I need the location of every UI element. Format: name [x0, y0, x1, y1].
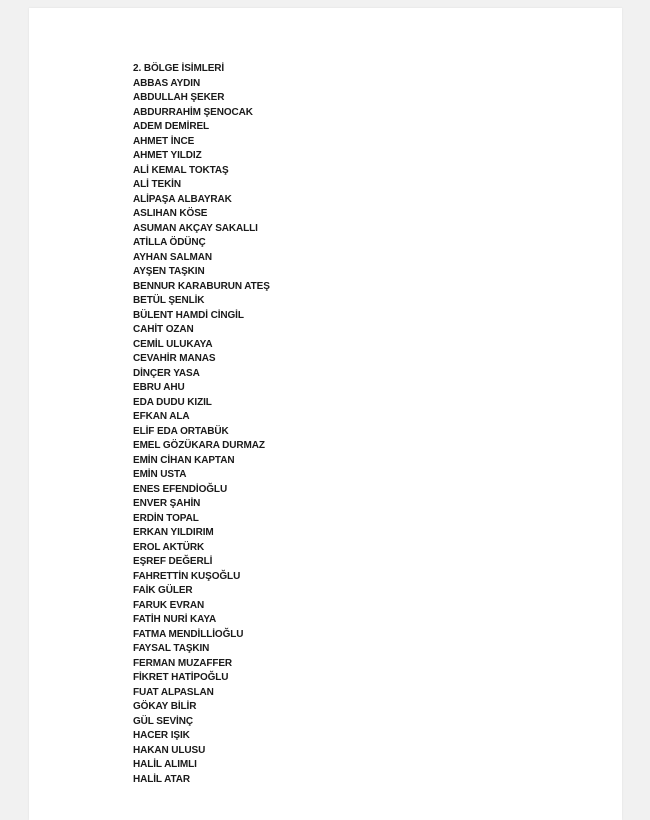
list-item: CAHİT OZAN [133, 324, 194, 335]
list-item: DİNÇER YASA [133, 367, 200, 379]
list-item: GÖKAY BİLİR [133, 701, 197, 712]
list-item: ALİPAŞA ALBAYRAK [133, 193, 232, 205]
list-item: EROL AKTÜRK [133, 541, 205, 553]
list-item: AYŞEN TAŞKIN [133, 266, 205, 277]
list-item: AYHAN SALMAN [133, 251, 212, 263]
name-list [133, 62, 270, 787]
list-item: EMİN USTA [133, 469, 187, 480]
list-item: ALİ KEMAL TOKTAŞ [133, 164, 229, 176]
list-item: AHMET YILDIZ [133, 150, 202, 161]
list-item: FERMAN MUZAFFER [133, 657, 233, 669]
list-item: ABDULLAH ŞEKER [133, 92, 225, 103]
list-item: FAİK GÜLER [133, 585, 193, 596]
list-item: FATMA MENDİLLİOĞLU [133, 628, 244, 640]
list-item: EDA DUDU KIZIL [133, 396, 212, 408]
list-item: ALİ TEKİN [133, 179, 181, 190]
list-item: CEVAHİR MANAS [133, 353, 216, 364]
list-heading: 2. BÖLGE İSİMLERİ [133, 63, 225, 74]
list-item: ATİLLA ÖDÜNÇ [133, 237, 206, 248]
list-item: EBRU AHU [133, 382, 185, 393]
names-container [133, 77, 270, 788]
list-item: HACER IŞIK [133, 730, 190, 741]
list-item: ABBAS AYDIN [133, 77, 201, 89]
list-item: BENNUR KARABURUN ATEŞ [133, 280, 270, 292]
list-item: ASUMAN AKÇAY SAKALLI [133, 222, 258, 234]
list-item: EMEL GÖZÜKARA DURMAZ [133, 440, 265, 451]
list-item: ENES EFENDİOĞLU [133, 483, 228, 495]
list-item: ABDURRAHİM ŞENOCAK [133, 106, 253, 118]
list-item: FARUK EVRAN [133, 599, 205, 611]
document-page [29, 8, 622, 820]
list-item: EMİN CİHAN KAPTAN [133, 454, 235, 466]
list-item: ELİF EDA ORTABÜK [133, 425, 229, 437]
list-item: EŞREF DEĞERLİ [133, 556, 213, 567]
list-item: AHMET İNCE [133, 135, 195, 147]
list-item: ERKAN YILDIRIM [133, 527, 214, 538]
list-item: FAYSAL TAŞKIN [133, 643, 210, 654]
list-item: EFKAN ALA [133, 411, 190, 422]
list-item: BÜLENT HAMDİ CİNGİL [133, 309, 244, 321]
list-item: FİKRET HATİPOĞLU [133, 672, 229, 683]
list-item: ENVER ŞAHİN [133, 498, 201, 509]
list-item: FAHRETTİN KUŞOĞLU [133, 570, 241, 582]
list-item: FATİH NURİ KAYA [133, 614, 217, 625]
list-item: HALİL ATAR [133, 773, 190, 785]
list-item: HALİL ALIMLI [133, 759, 197, 770]
list-item: HAKAN ULUSU [133, 744, 206, 756]
list-item: CEMİL ULUKAYA [133, 338, 213, 350]
list-item: ERDİN TOPAL [133, 512, 199, 524]
list-item: ASLIHAN KÖSE [133, 208, 208, 219]
list-item: BETÜL ŞENLİK [133, 295, 205, 306]
list-item: FUAT ALPASLAN [133, 686, 214, 698]
list-item: ADEM DEMİREL [133, 121, 210, 132]
list-item: GÜL SEVİNÇ [133, 715, 193, 727]
